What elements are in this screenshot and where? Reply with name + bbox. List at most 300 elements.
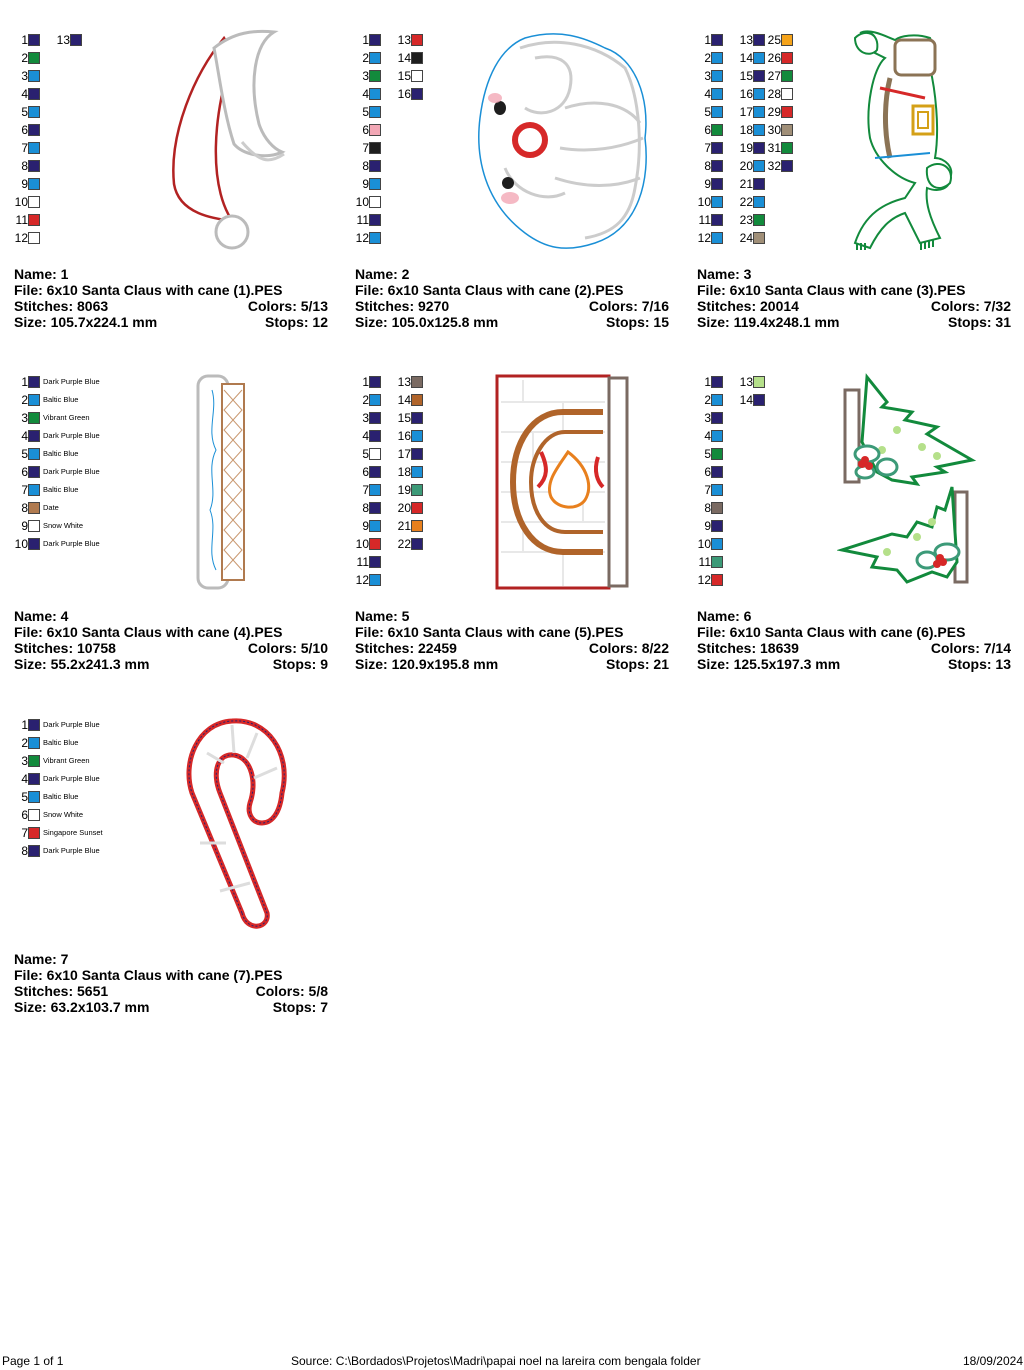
color-swatch [28,142,40,154]
thread-name: Baltic Blue [43,738,79,747]
color-entry [739,376,765,394]
color-swatch [369,574,381,586]
color-swatch [369,502,381,514]
color-number: 10 [14,195,28,209]
color-entry [739,70,765,88]
color-entry [397,412,423,430]
color-entry [355,448,381,466]
color-number: 7 [362,141,369,155]
color-number: 6 [362,465,369,479]
color-swatch [781,88,793,100]
design-info [14,608,328,672]
color-entry [355,484,381,502]
color-swatch [369,70,381,82]
color-swatch [781,70,793,82]
color-number: 3 [21,754,28,768]
color-entry [14,719,100,737]
color-entry [397,484,423,502]
design-info [697,266,1011,330]
color-entry [355,412,381,430]
color-count: Colors: 5/8 [255,983,328,999]
color-entry [355,538,381,556]
color-swatch [781,142,793,154]
color-number: 8 [704,501,711,515]
design-name: Name: 5 [355,608,410,624]
stitch-count: Stitches: 10758 [14,640,116,656]
color-swatch [411,520,423,532]
color-number: 6 [21,465,28,479]
color-number: 1 [21,375,28,389]
color-number: 15 [397,69,411,83]
color-swatch [28,34,40,46]
design-name: Name: 3 [697,266,752,282]
color-number: 8 [21,501,28,515]
color-number: 22 [739,195,753,209]
color-number: 1 [704,33,711,47]
color-entry [697,88,723,106]
color-number: 11 [15,213,28,227]
color-swatch [781,106,793,118]
thread-name: Baltic Blue [43,449,79,458]
design-file: File: 6x10 Santa Claus with cane (2).PES [355,282,624,298]
color-swatch [369,466,381,478]
color-entry [14,737,78,755]
design-preview-santa-face [465,28,655,258]
color-entry [355,34,381,52]
stitch-count: Stitches: 18639 [697,640,799,656]
color-number: 12 [14,231,28,245]
color-entry [14,809,83,827]
color-swatch [711,214,723,226]
design-info [355,608,669,672]
color-number: 1 [21,718,28,732]
color-swatch [753,106,765,118]
color-entry [397,70,423,88]
color-number: 3 [704,411,711,425]
color-number: 3 [362,69,369,83]
thread-name: Date [43,503,59,512]
color-swatch [28,106,40,118]
thread-name: Dark Purple Blue [43,846,100,855]
color-entry [697,574,723,592]
design-info [697,608,1011,672]
design-card-4 [14,350,334,670]
color-number: 9 [704,177,711,191]
color-entry [14,845,100,863]
color-swatch [369,88,381,100]
color-entry [767,124,793,142]
color-swatch [411,484,423,496]
color-swatch [70,34,82,46]
color-number: 4 [21,772,28,786]
color-entry [739,394,765,412]
thread-name: Baltic Blue [43,395,79,404]
color-number: 1 [704,375,711,389]
color-entry [56,34,82,52]
color-entry [767,160,793,178]
color-entry [697,556,723,574]
color-number: 9 [21,177,28,191]
color-entry [14,827,103,845]
design-card-1 [14,8,334,328]
color-swatch [711,520,723,532]
color-entry [14,160,40,178]
color-entry [397,448,423,466]
color-swatch [711,538,723,550]
color-entry [697,502,723,520]
color-swatch [28,466,40,478]
color-count: Colors: 5/10 [247,640,328,656]
color-swatch [28,376,40,388]
color-swatch [28,214,40,226]
color-entry [14,88,40,106]
color-number: 27 [767,69,781,83]
color-entry [355,394,381,412]
color-number: 4 [704,429,711,443]
thread-name: Snow White [43,521,84,530]
color-number: 12 [355,231,369,245]
stitch-count: Stitches: 9270 [355,298,450,314]
design-file: File: 6x10 Santa Claus with cane (3).PES [697,282,966,298]
color-swatch [28,394,40,406]
color-swatch [753,142,765,154]
color-entry [355,502,381,520]
color-swatch [369,394,381,406]
color-swatch [28,737,40,749]
design-card-7 [14,693,334,1013]
color-swatch [781,34,793,46]
color-entry [697,142,723,160]
color-swatch [369,178,381,190]
color-swatch [28,809,40,821]
color-entry [355,178,381,196]
color-entry [397,34,423,52]
color-entry [14,106,40,124]
color-entry [397,538,423,556]
color-entry [14,178,40,196]
color-swatch [411,430,423,442]
color-count: Colors: 7/16 [588,298,669,314]
color-swatch [28,448,40,460]
color-swatch [753,376,765,388]
color-number: 26 [767,51,781,65]
color-swatch [711,376,723,388]
color-swatch [411,52,423,64]
color-number: 17 [739,105,753,119]
color-swatch [28,791,40,803]
color-entry [14,538,100,556]
color-number: 9 [21,519,28,533]
color-entry [739,34,765,52]
color-number: 4 [21,87,28,101]
color-entry [355,88,381,106]
color-number: 10 [355,195,369,209]
color-number: 6 [704,465,711,479]
stop-count: Stops: 15 [605,314,669,330]
design-file: File: 6x10 Santa Claus with cane (6).PES [697,624,966,640]
color-number: 13 [739,375,753,389]
color-number: 3 [704,69,711,83]
color-entry [14,124,40,142]
color-entry [14,773,100,791]
color-number: 2 [704,51,711,65]
color-swatch [369,232,381,244]
color-entry [397,502,423,520]
color-swatch [753,124,765,136]
color-number: 18 [397,465,411,479]
thread-name: Dark Purple Blue [43,431,100,440]
color-entry [697,34,723,52]
color-swatch [28,827,40,839]
color-number: 11 [356,213,369,227]
color-number: 5 [362,105,369,119]
color-number: 7 [21,826,28,840]
color-entry [697,466,723,484]
color-number: 13 [56,33,70,47]
color-swatch [711,160,723,172]
color-swatch [369,520,381,532]
color-swatch [28,538,40,550]
color-entry [697,160,723,178]
stop-count: Stops: 12 [264,314,328,330]
color-swatch [753,88,765,100]
color-swatch [711,502,723,514]
color-number: 7 [21,141,28,155]
color-entry [14,412,90,430]
color-number: 1 [362,33,369,47]
color-number: 5 [704,447,711,461]
color-entry [697,178,723,196]
color-number: 4 [362,87,369,101]
color-swatch [369,214,381,226]
color-number: 1 [21,33,28,47]
color-number: 24 [739,231,753,245]
design-preview-trees [837,372,977,592]
color-entry [14,232,40,250]
design-size: Size: 119.4x248.1 mm [697,314,840,330]
stop-count: Stops: 9 [272,656,328,672]
color-number: 19 [397,483,411,497]
color-swatch [28,773,40,785]
design-card-3 [697,8,1017,328]
design-info [14,266,328,330]
stop-count: Stops: 21 [605,656,669,672]
color-entry [397,52,423,70]
thread-name: Dark Purple Blue [43,467,100,476]
color-swatch [753,214,765,226]
color-number: 29 [767,105,781,119]
color-swatch [711,448,723,460]
color-entry [355,376,381,394]
color-number: 9 [362,519,369,533]
design-file: File: 6x10 Santa Claus with cane (4).PES [14,624,283,640]
color-number: 8 [362,501,369,515]
color-swatch [369,484,381,496]
color-swatch [711,52,723,64]
color-number: 7 [704,483,711,497]
design-info [355,266,669,330]
color-entry [14,430,100,448]
color-swatch [28,178,40,190]
color-number: 7 [704,141,711,155]
design-size: Size: 55.2x241.3 mm [14,656,150,672]
color-entry [355,466,381,484]
color-swatch [28,502,40,514]
color-number: 2 [21,51,28,65]
color-number: 13 [397,33,411,47]
color-entry [14,52,40,70]
stitch-count: Stitches: 5651 [14,983,109,999]
color-number: 6 [21,123,28,137]
color-swatch [369,52,381,64]
color-entry [355,430,381,448]
color-swatch [369,538,381,550]
design-preview-fireplace [493,372,633,592]
color-count: Colors: 5/13 [247,298,328,314]
thread-name: Vibrant Green [43,756,90,765]
design-file: File: 6x10 Santa Claus with cane (1).PES [14,282,283,298]
design-name: Name: 4 [14,608,69,624]
color-swatch [411,70,423,82]
stop-count: Stops: 31 [947,314,1011,330]
color-swatch [753,34,765,46]
color-entry [767,106,793,124]
design-name: Name: 1 [14,266,69,282]
color-number: 16 [397,87,411,101]
color-entry [355,556,381,574]
color-entry [397,394,423,412]
color-entry [697,484,723,502]
color-entry [697,106,723,124]
color-entry [697,520,723,538]
color-swatch [411,412,423,424]
color-entry [14,376,100,394]
color-number: 11 [698,555,711,569]
color-swatch [711,484,723,496]
color-entry [739,160,765,178]
color-entry [697,214,723,232]
thread-name: Snow White [43,810,84,819]
color-entry [355,52,381,70]
color-number: 4 [362,429,369,443]
color-entry [697,394,723,412]
color-number: 32 [767,159,781,173]
color-swatch [369,160,381,172]
color-swatch [411,88,423,100]
color-swatch [753,196,765,208]
color-swatch [753,70,765,82]
color-entry [14,214,40,232]
color-number: 16 [397,429,411,443]
color-swatch [711,556,723,568]
color-number: 10 [355,537,369,551]
thread-name: Singapore Sunset [43,828,103,837]
color-entry [739,88,765,106]
color-swatch [369,556,381,568]
color-swatch [753,394,765,406]
design-info [14,951,328,1015]
color-entry [697,196,723,214]
color-swatch [411,448,423,460]
color-number: 10 [697,195,711,209]
color-entry [697,232,723,250]
color-swatch [369,34,381,46]
color-number: 2 [362,393,369,407]
color-number: 5 [362,447,369,461]
color-number: 13 [397,375,411,389]
color-swatch [369,196,381,208]
color-swatch [28,124,40,136]
color-entry [767,70,793,88]
thread-name: Vibrant Green [43,413,90,422]
design-size: Size: 125.5x197.3 mm [697,656,841,672]
color-swatch [711,196,723,208]
color-entry [397,430,423,448]
color-entry [14,755,90,773]
design-preview-candy-cane [152,713,292,933]
color-number: 3 [362,411,369,425]
color-swatch [711,124,723,136]
color-entry [739,214,765,232]
color-swatch [711,430,723,442]
color-swatch [28,412,40,424]
color-entry [14,520,83,538]
color-entry [739,178,765,196]
design-card-5 [355,350,675,670]
thread-name: Dark Purple Blue [43,720,100,729]
color-number: 14 [397,393,411,407]
color-swatch [28,520,40,532]
color-number: 20 [739,159,753,173]
color-number: 3 [21,69,28,83]
color-number: 7 [21,483,28,497]
color-number: 23 [739,213,753,227]
stitch-count: Stitches: 8063 [14,298,109,314]
color-swatch [711,178,723,190]
color-number: 4 [704,87,711,101]
color-number: 8 [362,159,369,173]
color-number: 8 [21,159,28,173]
color-count: Colors: 8/22 [588,640,669,656]
color-swatch [28,755,40,767]
color-swatch [369,448,381,460]
design-name: Name: 6 [697,608,752,624]
color-swatch [781,160,793,172]
color-swatch [711,70,723,82]
color-number: 12 [697,231,711,245]
color-number: 12 [697,573,711,587]
color-swatch [711,106,723,118]
design-file: File: 6x10 Santa Claus with cane (7).PES [14,967,283,983]
color-swatch [711,88,723,100]
color-swatch [28,52,40,64]
color-number: 4 [21,429,28,443]
color-swatch [753,178,765,190]
color-entry [14,448,78,466]
color-swatch [369,124,381,136]
color-entry [767,52,793,70]
color-entry [767,142,793,160]
color-number: 13 [739,33,753,47]
color-number: 5 [21,790,28,804]
color-swatch [753,52,765,64]
color-entry [739,142,765,160]
design-size: Size: 63.2x103.7 mm [14,999,150,1015]
color-entry [739,232,765,250]
design-size: Size: 105.7x224.1 mm [14,314,158,330]
design-name: Name: 7 [14,951,69,967]
color-number: 5 [704,105,711,119]
